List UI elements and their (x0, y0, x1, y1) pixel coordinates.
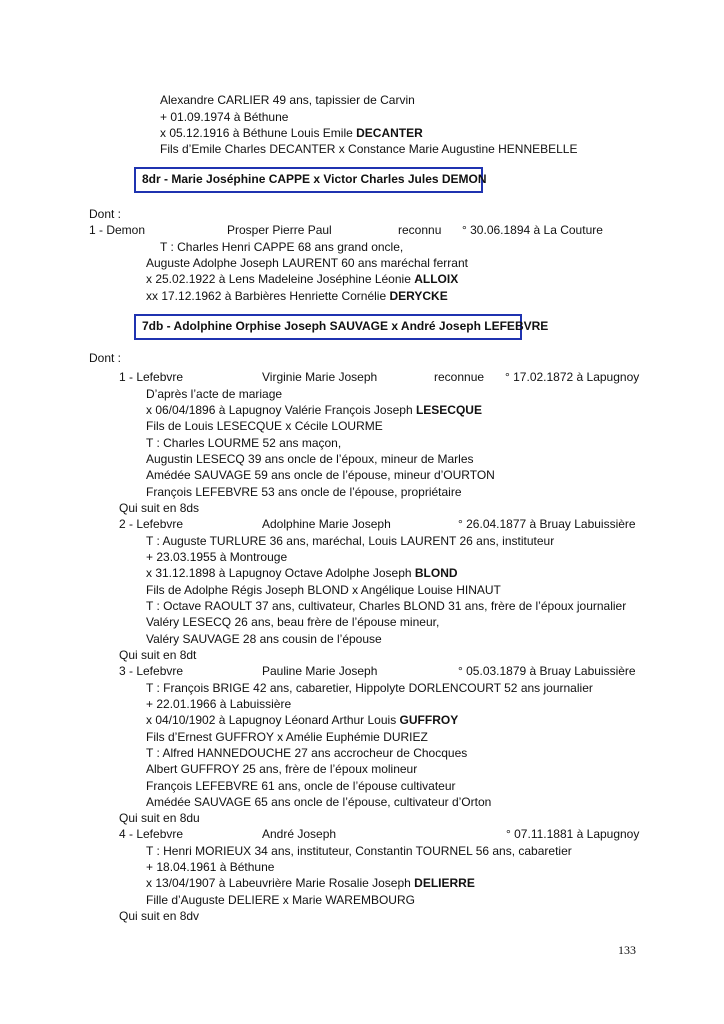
text-line: + 01.09.1974 à Béthune (160, 110, 289, 124)
text-line: Amédée SAUVAGE 65 ans oncle de l’épouse, cultivateur d’Orton (146, 795, 492, 809)
dont-label: Dont : (89, 351, 122, 365)
text-line (160, 126, 423, 141)
dont-label: Dont : (89, 207, 122, 221)
child-name: Prosper Pierre Paul (227, 223, 332, 237)
section-heading: 7db - Adolphine Orphise Joseph SAUVAGE x André Joseph LEFEBVRE (142, 319, 549, 333)
child-number: 1 - Demon (89, 223, 146, 237)
child-number: 1 - Lefebvre (119, 370, 184, 384)
child-status: reconnu (398, 223, 442, 237)
child-birth: ° 26.04.1877 à Bruay Labuissière (458, 517, 636, 531)
text-line: T : Charles Henri CAPPE 68 ans grand oncle, (160, 240, 404, 254)
child-name: Virginie Marie Joseph (262, 370, 378, 384)
text-line: T : François BRIGE 42 ans, cabaretier, Hippolyte DORLENCOURT 52 ans journalier (146, 681, 593, 695)
text-line: + 22.01.1966 à Labuissière (146, 697, 292, 711)
qui-suit: Qui suit en 8du (119, 811, 200, 825)
child-birth: ° 05.03.1879 à Bruay Labuissière (458, 664, 636, 678)
child-birth: ° 30.06.1894 à La Couture (462, 223, 603, 237)
spouse-surname: LESECQUE (415, 403, 482, 417)
text-line: Augustin LESECQ 39 ans oncle de l’époux, mineur de Marles (146, 452, 474, 466)
text-line: Fils de Adolphe Régis Joseph BLOND x Angélique Louise HINAUT (146, 583, 501, 597)
marriage-text: x 04/10/1902 à Lapugnoy Léonard Arthur Louis (146, 713, 400, 727)
text-line (146, 289, 448, 304)
child-name: Adolphine Marie Joseph (262, 517, 391, 531)
spouse-surname: ALLOIX (414, 272, 459, 286)
text-line (146, 403, 482, 418)
child-birth: ° 17.02.1872 à Lapugnoy (505, 370, 640, 384)
child-number: 3 - Lefebvre (119, 664, 184, 678)
spouse-surname: DELIERRE (414, 876, 475, 890)
text-line: François LEFEBVRE 53 ans oncle de l’épouse, propriétaire (146, 485, 462, 499)
text-line: Valéry LESECQ 26 ans, beau frère de l’épouse mineur, (146, 615, 440, 629)
text-line: T : Charles LOURME 52 ans maçon, (146, 436, 342, 450)
text-line: D’après l’acte de mariage (146, 387, 283, 401)
section-heading-box (134, 167, 487, 193)
marriage-text: x 05.12.1916 à Béthune Louis Emile (160, 126, 357, 140)
child-status: reconnue (434, 370, 485, 384)
spouse-surname: GUFFROY (399, 713, 459, 727)
text-line: Fils d’Ernest GUFFROY x Amélie Euphémie DURIEZ (146, 730, 428, 744)
text-line: Fils d’Emile Charles DECANTER x Constance Marie Augustine HENNEBELLE (160, 142, 578, 156)
text-line: T : Henri MORIEUX 34 ans, instituteur, Constantin TOURNEL 56 ans, cabaretier (146, 844, 572, 858)
text-line: T : Auguste TURLURE 36 ans, maréchal, Louis LAURENT 26 ans, instituteur (146, 534, 555, 548)
text-line (146, 566, 458, 581)
marriage-text: x 13/04/1907 à Labeuvrière Marie Rosalie Joseph (146, 876, 415, 890)
text-line: T : Alfred HANNEDOUCHE 27 ans accrocheur de Chocques (146, 746, 468, 760)
text-line: + 23.03.1955 à Montrouge (146, 550, 288, 564)
section-heading: 8dr - Marie Joséphine CAPPE x Victor Charles Jules DEMON (142, 172, 487, 186)
text-line: François LEFEBVRE 61 ans, oncle de l’épouse cultivateur (146, 779, 456, 793)
marriage-text: x 31.12.1898 à Lapugnoy Octave Adolphe Joseph (146, 566, 415, 580)
qui-suit: Qui suit en 8dt (119, 648, 197, 662)
child-name: Pauline Marie Joseph (262, 664, 378, 678)
text-line: Valéry SAUVAGE 28 ans cousin de l’épouse (146, 632, 382, 646)
text-line (146, 272, 458, 287)
text-line: Fille d’Auguste DELIERE x Marie WAREMBOURG (146, 893, 415, 907)
text-line: Auguste Adolphe Joseph LAURENT 60 ans maréchal ferrant (146, 256, 468, 270)
qui-suit: Qui suit en 8dv (119, 909, 200, 923)
child-name: André Joseph (262, 827, 337, 841)
text-line: Albert GUFFROY 25 ans, frère de l’époux molineur (146, 762, 418, 776)
spouse-surname: DECANTER (356, 126, 423, 140)
text-line: T : Octave RAOULT 37 ans, cultivateur, Charles BLOND 31 ans, frère de l’époux journalier (146, 599, 627, 613)
page-number: 133 (618, 943, 636, 957)
spouse-surname: BLOND (414, 566, 458, 580)
qui-suit: Qui suit en 8ds (119, 501, 200, 515)
text-line (146, 713, 458, 728)
text-line: Fils de Louis LESECQUE x Cécile LOURME (146, 419, 383, 433)
text-line: Alexandre CARLIER 49 ans, tapissier de Carvin (160, 93, 415, 107)
child-birth: ° 07.11.1881 à Lapugnoy (506, 827, 640, 841)
marriage-text: x 06/04/1896 à Lapugnoy Valérie François Joseph (146, 403, 416, 417)
text-line: Amédée SAUVAGE 59 ans oncle de l’épouse, mineur d’OURTON (146, 468, 495, 482)
text-line: + 18.04.1961 à Béthune (146, 860, 275, 874)
marriage-text: x 25.02.1922 à Lens Madeleine Joséphine Léonie (146, 272, 415, 286)
marriage-text: xx 17.12.1962 à Barbières Henriette Cornélie (146, 289, 390, 303)
child-number: 4 - Lefebvre (119, 827, 184, 841)
text-line (146, 876, 475, 891)
spouse-surname: DERYCKE (389, 289, 448, 303)
section-heading-box (134, 314, 549, 340)
child-number: 2 - Lefebvre (119, 517, 184, 531)
